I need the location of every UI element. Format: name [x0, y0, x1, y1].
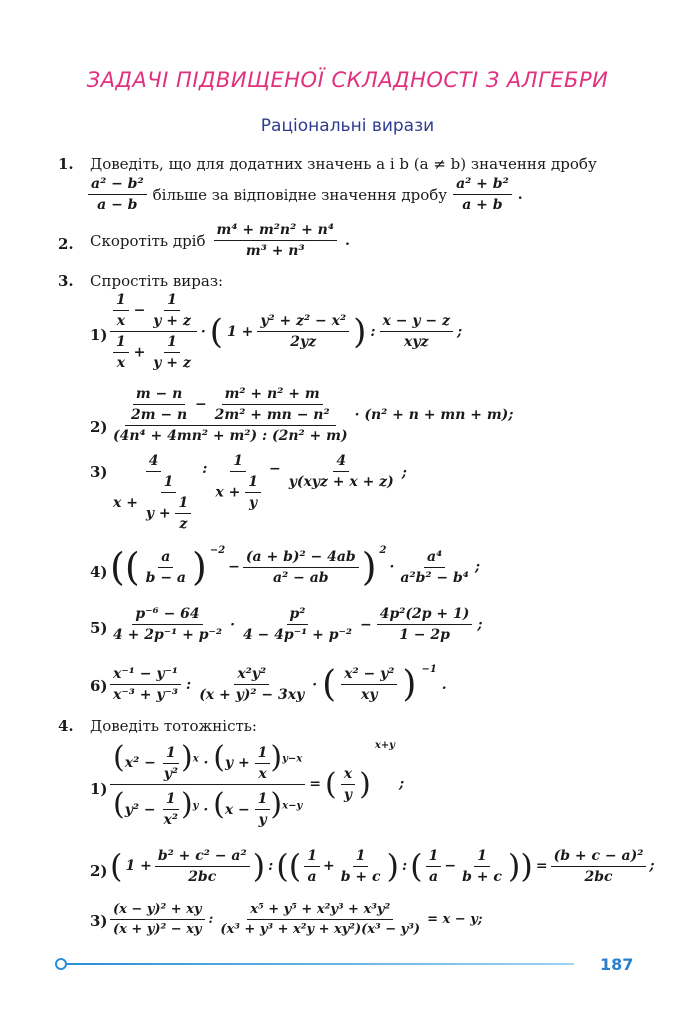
item-label: 4) — [90, 563, 108, 581]
expression-4-1: (x² − $\frac{1}{\text{y²}}$ )$^x$ · (y + $\frac{1}{x}$ )$^{y-x}$ (y² − $\frac{1}{\text{x²}}$ )$^y$ · (x − $\frac{1}{y}$ )$^{x-y}$ = ( x y ) x+y ; — [110, 740, 404, 828]
fraction — [453, 176, 512, 213]
footer-rule — [64, 963, 574, 965]
expression-3-4: (( a b − a ) −2 − $\frac{\text{(a + b)² − 4ab}}{\text{a² − ab}}$ ) 2 · a⁴ a²b² − b⁴ ; — [110, 545, 481, 589]
fraction — [214, 222, 337, 259]
problem-1-fractions: $\frac{\text{a² − b²}}{a - b}$ більше за відповідне значення дробу $\frac{\text{a² + b²}}{a + b}$ . — [88, 176, 523, 213]
expression-3-3: 4 x + 1 y + $\frac{1}{z}$ : 1 x + $\frac{1}{y}$ − 4 y(xyz + x + z) ; — [113, 453, 407, 532]
expression-3-6: x⁻¹ − y⁻¹ x⁻³ + y⁻³ : x²y² (x + y)² − 3xy · ( x² − y² xy ) −1 . — [110, 664, 447, 705]
expression-3-5: p⁻⁶ − 64 4 + 2p⁻¹ + p⁻² · p² 4 − 4p⁻¹ + p⁻² − $\frac{\text{4p²(2p + 1)}}{1 - 2p}$ ; — [113, 606, 483, 643]
fraction-denominator: a + b — [462, 197, 503, 213]
problem-1-middle-text: більше за відповідне значення дробу — [152, 185, 448, 204]
fraction — [88, 176, 147, 213]
page-title: ЗАДАЧІ ПІДВИЩЕНОЇ СКЛАДНОСТІ З АЛГЕБРИ — [86, 68, 609, 92]
problem-1-number: 1. — [58, 155, 74, 173]
fraction-numerator: a² − b² — [88, 176, 147, 195]
problem-2-body: Скоротіть дріб $\frac{\text{m⁴ + m²n² + n⁴}}{\text{m³ + n³}}$ . — [90, 222, 350, 259]
problem-1-text: Доведіть, що для додатних значень a і b (a ≠ b) значення дробу — [90, 155, 597, 173]
section-subtitle: Раціональні вирази — [260, 116, 435, 136]
item-label: 1) — [90, 326, 108, 344]
item-label: 5) — [90, 619, 108, 637]
expression-3-1: $\frac{1}{x}$ − $\frac{1}{y + z}$ $\frac{1}{x}$ + $\frac{1}{y + z}$ · ( 1 + $\frac{\text{y² + z² − x²}}{2yz}$ ) : x − y − z xyz ; — [110, 292, 462, 371]
footer-dot — [55, 958, 67, 970]
item-label: 1) — [90, 780, 108, 798]
page-number: 187 — [600, 955, 634, 974]
problem-2-text: Скоротіть дріб — [90, 231, 206, 250]
expression-4-2: ( 1 + b² + c² − a² 2bc ) : (( 1 a + 1 b + c ) : ( 1 a − 1 b + c )) = $\frac{\text{(b + c − a)²}}{2bc}$ ; — [110, 847, 655, 885]
item-label: 3) — [90, 463, 108, 481]
item-label: 2) — [90, 862, 108, 880]
expression-4-3: (x − y)² + xy (x + y)² − xy : $\frac{\text{x⁵ + y⁵ + x²y³ + x³y²}}{\text{(x³ + y³ + x²y + xy²)(x³ − y³)}}$ = x − y; — [110, 902, 483, 937]
problem-3-text: Спростіть вираз: — [90, 272, 224, 290]
problem-4-text: Доведіть тотожність: — [90, 717, 257, 735]
fraction-numerator: a² + b² — [453, 176, 512, 195]
fraction-denominator: m³ + n³ — [245, 243, 305, 259]
problem-4-number: 4. — [58, 717, 74, 735]
fraction-numerator: m⁴ + m²n² + n⁴ — [214, 222, 337, 241]
expression-3-2: $\frac{m - n}{2m - n}$ − $\frac{\text{m² + n² + m}}{\text{2m² + mn − n²}}$ (4n⁴ + 4mn² + m²) : (2n² + m) · (n² + n + mn + m); — [113, 386, 514, 444]
item-label: 6) — [90, 677, 108, 695]
problem-3-number: 3. — [58, 272, 74, 290]
fraction-denominator: a − b — [97, 197, 138, 213]
problem-2-number: 2. — [58, 235, 74, 253]
item-label: 3) — [90, 912, 108, 930]
item-label: 2) — [90, 418, 108, 436]
